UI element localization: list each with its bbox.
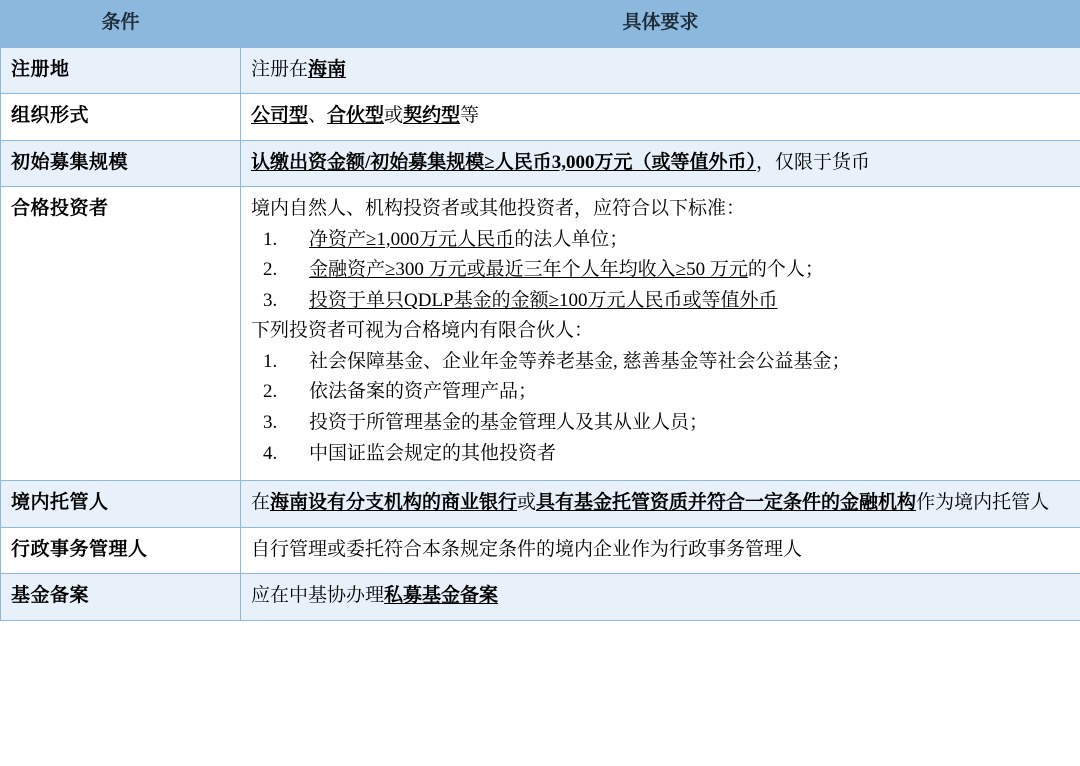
text-segment: 社会保障基金、企业年金等养老基金, 慈善基金等社会公益基金； (309, 350, 851, 372)
text-segment-underlined: 净资产≥1,000万元人民币 (309, 228, 515, 250)
row-label-domestic-custodian: 境内托管人 (1, 481, 241, 528)
list-item (251, 409, 1070, 437)
row-label-administrative-manager: 行政事务管理人 (1, 527, 241, 574)
list-index: 2. (263, 381, 278, 403)
text-segment: 或 (517, 492, 537, 514)
list-index: 2. (263, 259, 278, 281)
text-segment: ，仅限于货币 (755, 151, 870, 173)
table-body (1, 47, 1080, 620)
list-item (251, 226, 1070, 254)
row-content-registration-location (241, 47, 1080, 94)
list-index: 3. (263, 289, 278, 311)
table-header-row (1, 1, 1080, 48)
text-segment-underlined: 认缴出资金额/初始募集规模≥人民币3,000万元（或等值外币） (251, 151, 756, 173)
text-segment-underlined: 契约型 (403, 105, 461, 127)
table-row (1, 94, 1080, 141)
text-segment: 等 (460, 105, 480, 127)
list-item (251, 287, 1070, 315)
qualified-investor-criteria-list (251, 226, 1070, 315)
text-segment: 中国证监会规定的其他投资者 (309, 442, 557, 464)
requirement-text (251, 489, 1070, 517)
text-segment-underlined: 私募基金备案 (384, 585, 499, 607)
text-segment-underlined: 海南 (308, 58, 347, 80)
row-content-initial-fundraising-scale (241, 140, 1080, 187)
row-label-fund-filing: 基金备案 (1, 574, 241, 621)
table-row (1, 574, 1080, 621)
row-content-qualified-investors (241, 187, 1080, 481)
list-index: 4. (263, 442, 278, 464)
deemed-qualified-lp-list (251, 348, 1070, 467)
list-index: 1. (263, 350, 278, 372)
text-segment: 作为境内托管人 (916, 492, 1050, 514)
text-segment: 在 (251, 492, 271, 514)
text-segment-underlined: 具有基金托管资质并符合一定条件的金融机构 (536, 492, 917, 514)
requirement-text (251, 56, 1070, 84)
text-segment: 应在中基协办理 (251, 585, 385, 607)
table-row (1, 140, 1080, 187)
list-item (251, 256, 1070, 284)
text-segment: 依法备案的资产管理产品； (309, 381, 538, 403)
requirement-text (251, 536, 1070, 564)
row-content-fund-filing (241, 574, 1080, 621)
text-segment: 的个人； (747, 259, 824, 281)
row-content-domestic-custodian (241, 481, 1080, 528)
row-label-organization-form: 组织形式 (1, 94, 241, 141)
requirement-text (251, 149, 1070, 177)
table-row (1, 187, 1080, 481)
text-segment-underlined: 海南设有分支机构的商业银行 (270, 492, 518, 514)
list-item (251, 440, 1070, 468)
column-header-requirement: 具体要求 (241, 1, 1080, 48)
row-label-initial-fundraising-scale: 初始募集规模 (1, 140, 241, 187)
row-content-organization-form (241, 94, 1080, 141)
text-segment: 自行管理或委托符合本条规定条件的境内企业作为行政事务管理人 (251, 538, 803, 560)
text-segment-underlined: 投资于单只QDLP基金的金额≥100万元人民币或等值外币 (309, 289, 778, 311)
row-content-administrative-manager (241, 527, 1080, 574)
list-item (251, 378, 1070, 406)
list-index: 3. (263, 412, 278, 434)
requirement-text (251, 582, 1070, 610)
text-segment: 、 (308, 105, 328, 127)
text-segment: 或 (384, 105, 404, 127)
row-label-registration-location: 注册地 (1, 47, 241, 94)
table-row (1, 481, 1080, 528)
column-header-condition: 条件 (1, 1, 241, 48)
text-segment-underlined: 金融资产≥300 万元或最近三年个人年均收入≥50 万元 (309, 259, 748, 281)
requirement-text (251, 102, 1070, 130)
table-row (1, 527, 1080, 574)
list-index: 1. (263, 228, 278, 250)
table-header (1, 1, 1080, 48)
list-item (251, 348, 1070, 376)
table-row (1, 47, 1080, 94)
text-segment-underlined: 合伙型 (327, 105, 385, 127)
text-segment: 投资于所管理基金的基金管理人及其从业人员； (309, 412, 709, 434)
text-segment: 注册在 (251, 58, 309, 80)
qualified-investor-intro-1: 境内自然人、机构投资者或其他投资者，应符合以下标准： (251, 198, 746, 220)
row-label-qualified-investors: 合格投资者 (1, 187, 241, 481)
text-segment-underlined: 公司型 (251, 105, 309, 127)
qualified-investor-intro-2: 下列投资者可视为合格境内有限合伙人： (251, 320, 594, 342)
text-segment: 的法人单位； (514, 228, 629, 250)
